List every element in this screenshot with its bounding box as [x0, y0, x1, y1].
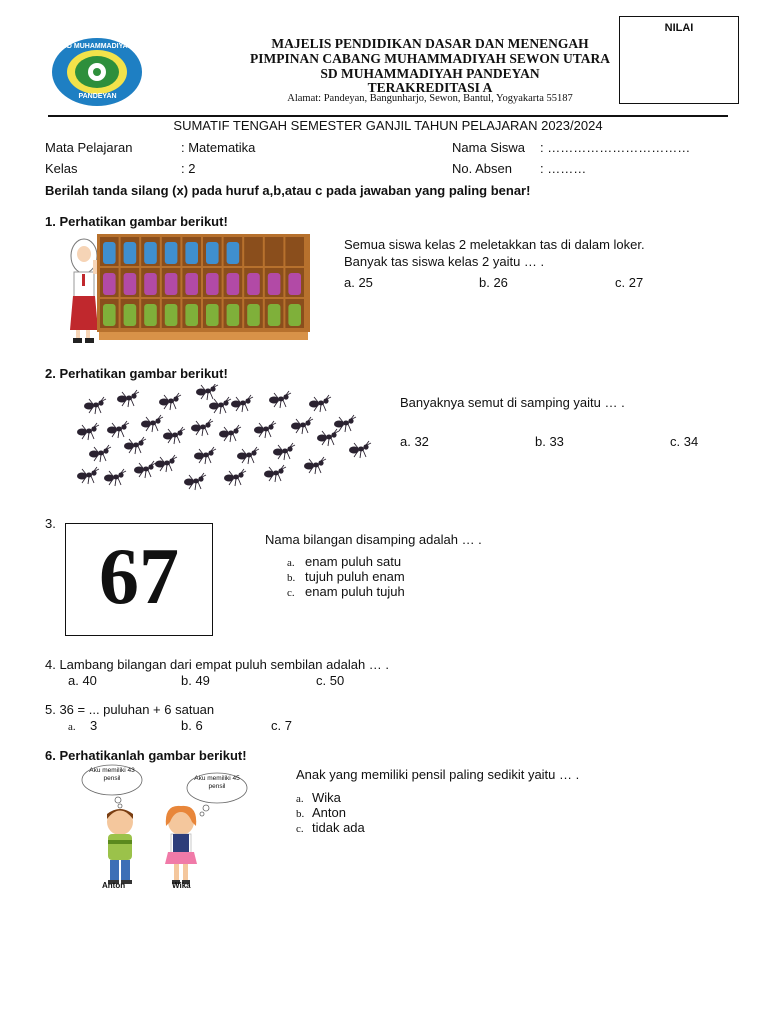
subject-value: : Matematika	[181, 140, 256, 155]
school-bag	[144, 304, 157, 326]
q1-text: Semua siswa kelas 2 meletakkan tas di dalam loker. Banyak tas siswa kelas 2 yaitu … .	[344, 237, 645, 269]
ant-icon	[269, 391, 291, 408]
name-label: Nama Siswa	[452, 140, 525, 155]
locker-cell	[265, 237, 284, 266]
class-value: : 2	[181, 161, 196, 176]
ant-icon	[209, 397, 231, 414]
name-field[interactable]: : ……………………………	[540, 140, 691, 155]
q3-letter-c: c.	[287, 587, 295, 599]
q3-option-c[interactable]	[287, 584, 405, 599]
ant-icon	[141, 415, 163, 432]
school-bag	[103, 273, 116, 295]
ant-icon	[237, 447, 259, 464]
ant-icon	[89, 445, 111, 462]
ant-icon	[104, 469, 126, 486]
q2-text: Banyaknya semut di samping yaitu … .	[400, 395, 625, 410]
exam-title: SUMATIF TENGAH SEMESTER GANJIL TAHUN PELAJARAN 2023/2024	[173, 118, 603, 133]
ant-icon	[124, 437, 146, 454]
q6-letter-a: a.	[296, 793, 304, 805]
school-bag	[185, 242, 198, 264]
q2-option-c[interactable]: c. 34	[670, 434, 699, 449]
q5-text: 5. 36 = ... puluhan + 6 satuan	[45, 702, 215, 717]
absen-field[interactable]: : ………	[540, 161, 587, 176]
q1-option-b[interactable]: b. 26	[479, 275, 508, 290]
school-bag	[247, 273, 260, 295]
school-bag	[144, 273, 157, 295]
ant-icon	[273, 443, 295, 460]
ant-icon	[155, 455, 177, 472]
q1-option-c[interactable]: c. 27	[615, 275, 644, 290]
q3-option-a[interactable]	[287, 554, 401, 569]
q3-letter-b: b.	[287, 572, 296, 584]
locker-illustration	[97, 234, 310, 344]
ant-icon	[84, 397, 106, 414]
ant-icon	[194, 447, 216, 464]
ant-icon	[231, 395, 253, 412]
q2-heading: 2. Perhatikan gambar berikut!	[45, 366, 228, 381]
q3-option-b[interactable]	[287, 569, 405, 584]
school-bag	[227, 273, 240, 295]
q6-letter-b: b.	[296, 808, 305, 820]
locker-cell	[285, 237, 304, 266]
ant-icon	[219, 425, 241, 442]
ant-icon	[184, 473, 206, 490]
school-bag	[124, 304, 137, 326]
header-line-1: MAJELIS PENDIDIKAN DASAR DAN MENENGAH	[271, 36, 589, 51]
q6-option-c-text: tidak ada	[312, 820, 365, 835]
school-bag	[206, 304, 219, 326]
ant-icon	[196, 384, 218, 400]
q2-option-a[interactable]: a. 32	[400, 434, 429, 449]
logo-text-bottom: PANDEYAN	[78, 93, 117, 100]
ant-icon	[107, 421, 129, 438]
school-bag	[144, 242, 157, 264]
school-bag	[288, 273, 301, 295]
ant-icon	[317, 429, 339, 446]
q5-option-a-text: 3	[90, 718, 98, 733]
nilai-box	[619, 16, 739, 104]
ant-icon	[224, 469, 246, 486]
ant-icon	[77, 423, 99, 440]
number-card	[65, 523, 213, 636]
q6-option-a[interactable]	[296, 790, 341, 805]
ant-icon	[117, 390, 139, 407]
q5-option-b[interactable]: b. 6	[181, 718, 203, 733]
school-bag	[103, 304, 116, 326]
ant-icon	[191, 419, 213, 436]
ant-icon	[159, 393, 181, 410]
bubble-right-text: Aku memiliki 45 pensil	[194, 775, 240, 790]
q3-option-b-text: tujuh puluh enam	[305, 569, 405, 584]
school-bag	[206, 273, 219, 295]
q6-option-c[interactable]	[296, 820, 365, 835]
q6-option-b-text: Anton	[312, 805, 346, 820]
subject-label: Mata Pelajaran	[45, 140, 133, 155]
q2-option-b[interactable]: b. 33	[535, 434, 564, 449]
ant-icon	[254, 421, 276, 438]
school-bag	[165, 273, 178, 295]
class-label: Kelas	[45, 161, 78, 176]
header-line-4: TERAKREDITASI A	[367, 80, 493, 95]
q5-option-a[interactable]	[68, 718, 97, 733]
instruction: Berilah tanda silang (x) pada huruf a,b,atau c pada jawaban yang paling benar!	[45, 183, 531, 198]
nilai-label: NILAI	[664, 22, 694, 34]
school-bag	[227, 304, 240, 326]
ant-icon	[134, 461, 156, 478]
school-bag	[268, 273, 281, 295]
q4-text: 4. Lambang bilangan dari empat puluh sembilan adalah … .	[45, 657, 390, 672]
q5-letter-a: a.	[68, 721, 76, 733]
q3-number: 3.	[45, 516, 56, 531]
school-bag	[268, 304, 281, 326]
school-bag	[165, 304, 178, 326]
locker-cell	[244, 237, 263, 266]
q6-letter-c: c.	[296, 823, 304, 835]
q6-option-a-text: Wika	[312, 790, 341, 805]
q4-option-c[interactable]: c. 50	[316, 673, 345, 688]
header-line-3: SD MUHAMMADIYAH PANDEYAN	[320, 66, 540, 81]
school-bag	[247, 304, 260, 326]
q1-heading: 1. Perhatikan gambar berikut!	[45, 214, 228, 229]
ant-icon	[304, 457, 326, 474]
ant-icon	[349, 441, 371, 458]
header-divider	[48, 115, 728, 117]
q3-letter-a: a.	[287, 557, 295, 569]
q3-text: Nama bilangan disamping adalah … .	[265, 532, 482, 547]
ant-icon	[77, 467, 99, 484]
school-logo	[50, 36, 145, 108]
school-bag	[103, 242, 116, 264]
q4-option-a[interactable]: a. 40	[68, 673, 97, 688]
header-line-2: PIMPINAN CABANG MUHAMMADIYAH SEWON UTARA	[250, 51, 610, 66]
ant-icon	[291, 417, 313, 434]
q6-heading: 6. Perhatikanlah gambar berikut!	[45, 748, 247, 763]
ants-illustration	[70, 384, 380, 494]
school-bag	[124, 242, 137, 264]
ant-icon	[163, 427, 185, 444]
ant-icon	[264, 465, 286, 482]
number-display: 67	[99, 533, 179, 621]
school-bag	[227, 242, 240, 264]
q6-option-b[interactable]	[296, 805, 346, 820]
q5-option-c[interactable]: c. 7	[271, 718, 292, 733]
school-bag	[185, 273, 198, 295]
absen-label: No. Absen	[452, 161, 512, 176]
q3-option-c-text: enam puluh tujuh	[305, 584, 405, 599]
school-bag	[185, 304, 198, 326]
header-address: Alamat: Pandeyan, Bangunharjo, Sewon, Bantul, Yogyakarta 55187	[287, 93, 573, 104]
bubble-left-text: Aku memiliki 43 pensil	[89, 767, 135, 782]
school-bag	[165, 242, 178, 264]
name-wika: Wika	[172, 881, 191, 890]
q3-option-a-text: enam puluh satu	[305, 554, 402, 569]
school-bag	[288, 304, 301, 326]
name-anton: Anton	[102, 881, 126, 890]
logo-text-top: SD MUHAMMADIYAH	[62, 43, 133, 50]
ant-icon	[309, 395, 331, 412]
q4-option-b[interactable]: b. 49	[181, 673, 210, 688]
school-bag	[206, 242, 219, 264]
school-bag	[124, 273, 137, 295]
children-illustration	[78, 764, 248, 892]
q1-option-a[interactable]: a. 25	[344, 275, 373, 290]
q6-text: Anak yang memiliki pensil paling sedikit yaitu … .	[296, 767, 580, 782]
ant-icon	[334, 415, 356, 432]
